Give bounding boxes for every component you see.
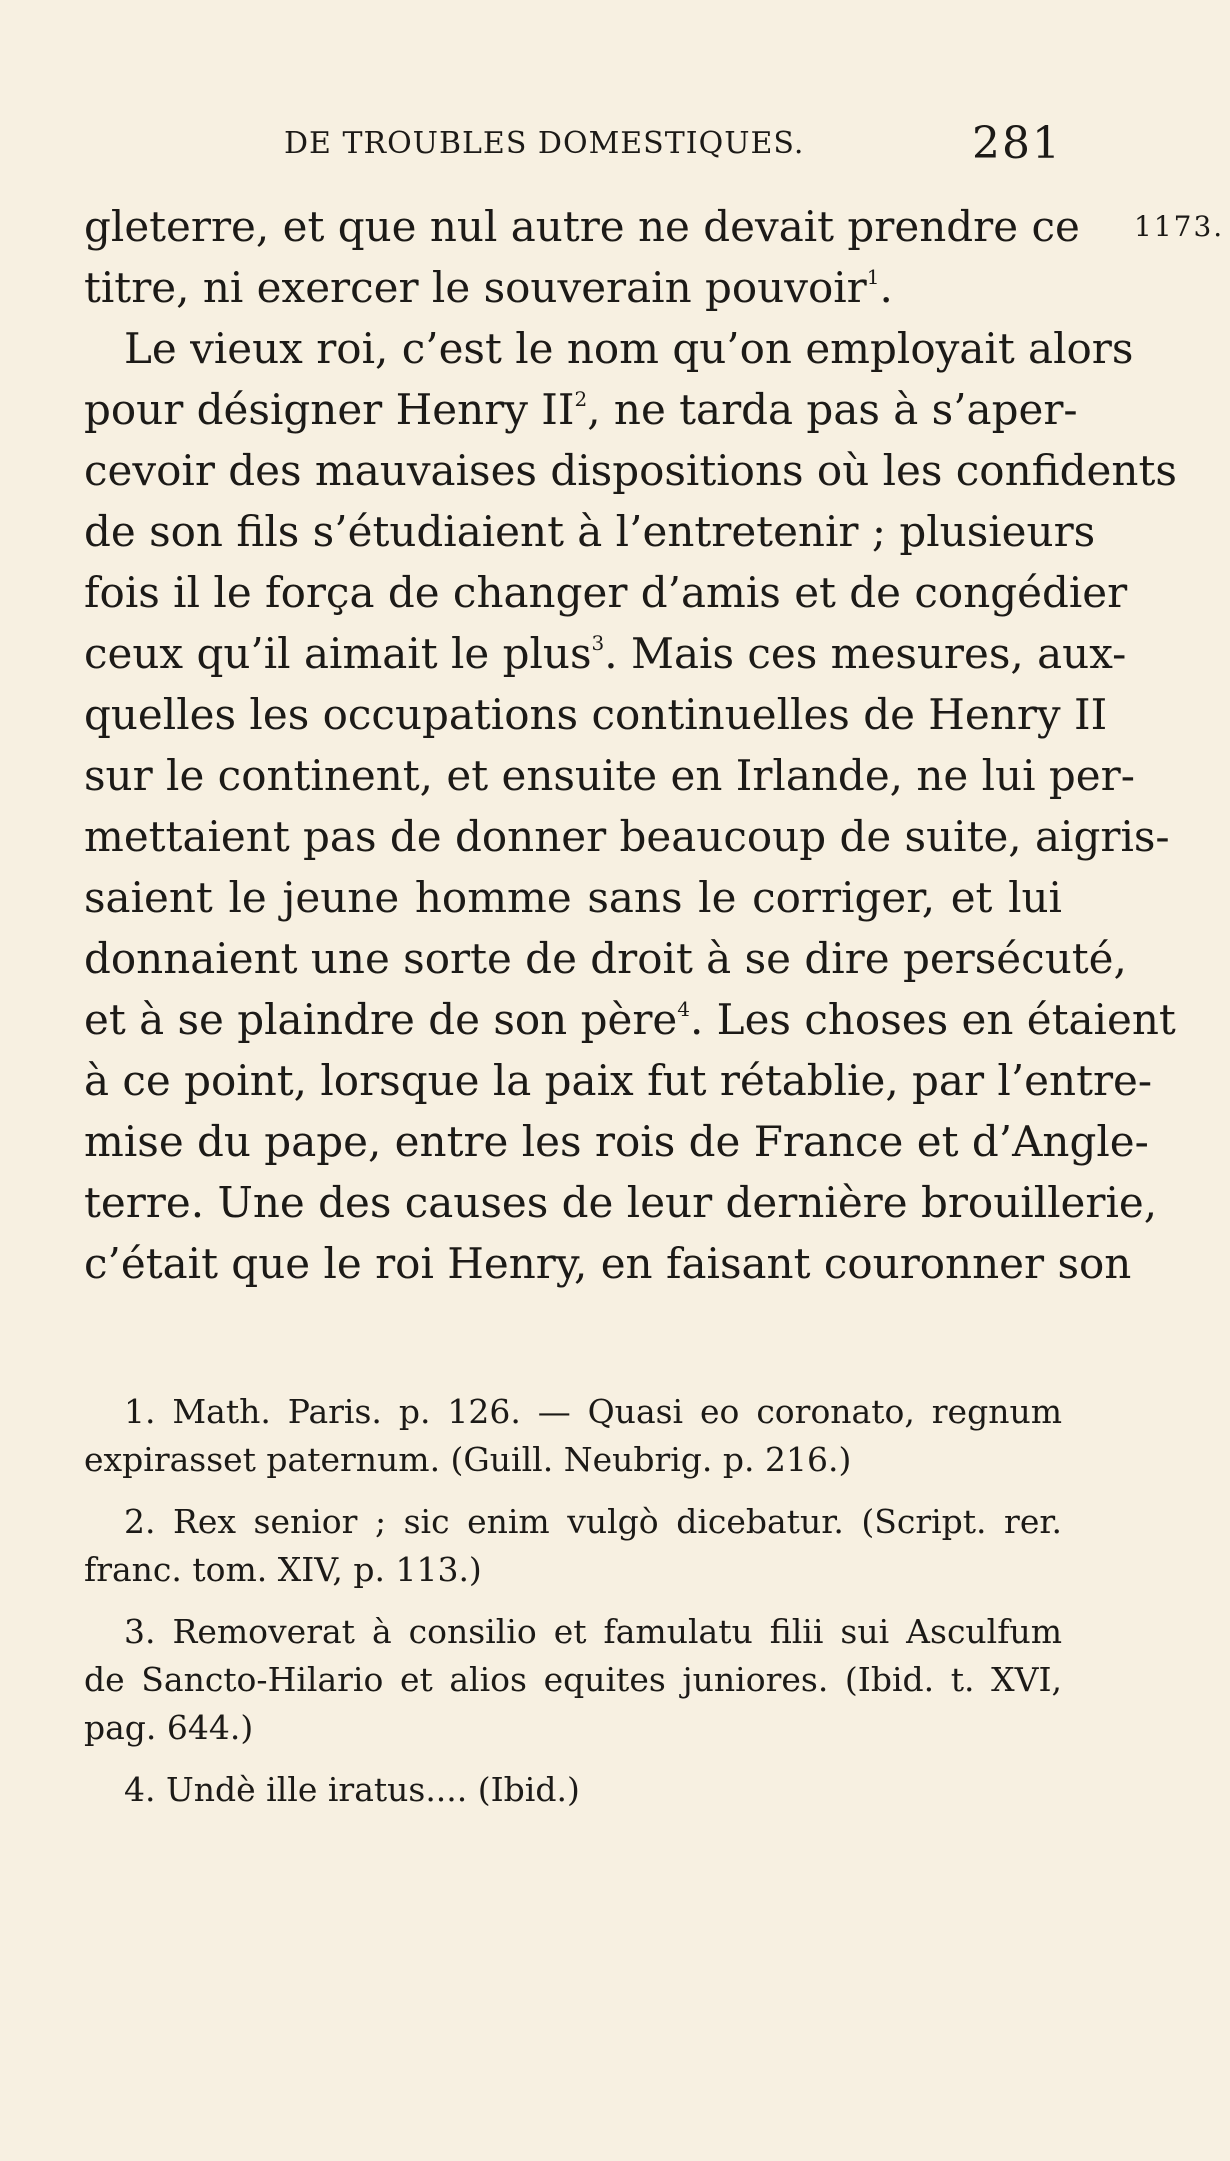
margin-year-note: 1173. (1134, 210, 1225, 243)
footnote-ref: 3 (591, 631, 605, 655)
footnote-ref: 1 (866, 265, 880, 289)
text-line: Le vieux roi, c’est le nom qu’on employait alors (124, 324, 1134, 373)
text-line: à ce point, lorsque la paix fut rétablie, par l’entre- (84, 1056, 1153, 1105)
footnote-4: 4. Undè ille iratus.... (Ibid.) (124, 1770, 580, 1809)
text-line: terre. Une des causes de leur dernière brouillerie, (84, 1178, 1158, 1227)
text-line: titre, ni exercer le souverain pouvoir$^1$. (84, 263, 893, 312)
footnote-ref: 4 (677, 997, 690, 1021)
text-line: pour désigner Henry $II^2$, ne tarda pas à s’aper- (84, 385, 1078, 434)
text-line: ceux qu’il aimait le plus$^3$. Mais ces mesures, aux- (84, 629, 1127, 678)
page-number: 281 (972, 118, 1062, 169)
text-line: sur le continent, et ensuite en Irlande, ne lui per- (84, 751, 1135, 800)
text-line: gleterre, et que nul autre ne devait prendre ce 1173. (84, 196, 1062, 257)
body-text (84, 196, 1225, 1294)
footnote-1: 1. Math. Paris. p. 126. — Quasi eo coronato, regnum expirasset paternum. (Guill. Neubrig. p. 216.) (84, 1392, 1062, 1479)
running-head: DE TROUBLES DOMESTIQUES. (284, 126, 805, 161)
text-line: fois il le força de changer d’amis et de congédier (84, 568, 1128, 617)
footnotes (84, 1388, 1062, 1828)
text-line: quelles les occupations continuelles de Henry II (84, 690, 1108, 739)
text-line: donnaient une sorte de droit à se dire persécuté, (84, 934, 1127, 983)
text-line: cevoir des mauvaises dispositions où les confidents (84, 446, 1177, 495)
text-line: de son fils s’étudiaient à l’entretenir ; plusieurs (84, 507, 1096, 556)
footnote-3: 3. Removerat à consilio et famulatu filii sui Asculfum de Sancto-Hilario et alios equites juniores. (Ibid. t. XVI, pag. 644.) (84, 1612, 1062, 1747)
text-line: et à se plaindre de son père$^4$. Les choses en étaient (84, 995, 1176, 1044)
text-line: mettaient pas de donner beaucoup de suite, aigris- (84, 812, 1170, 861)
footnote-2: 2. Rex senior ; sic enim vulgò dicebatur. (Script. rer. franc. tom. XIV, p. 113.) (84, 1502, 1062, 1589)
text-line: mise du pape, entre les rois de France et d’Angle- (84, 1117, 1149, 1166)
page-header (84, 118, 1062, 176)
text-line: c’était que le roi Henry, en faisant couronner son (84, 1239, 1132, 1288)
footnote-ref: 2 (574, 387, 588, 411)
text-line: saient le jeune homme sans le corriger, et lui (84, 873, 1062, 922)
